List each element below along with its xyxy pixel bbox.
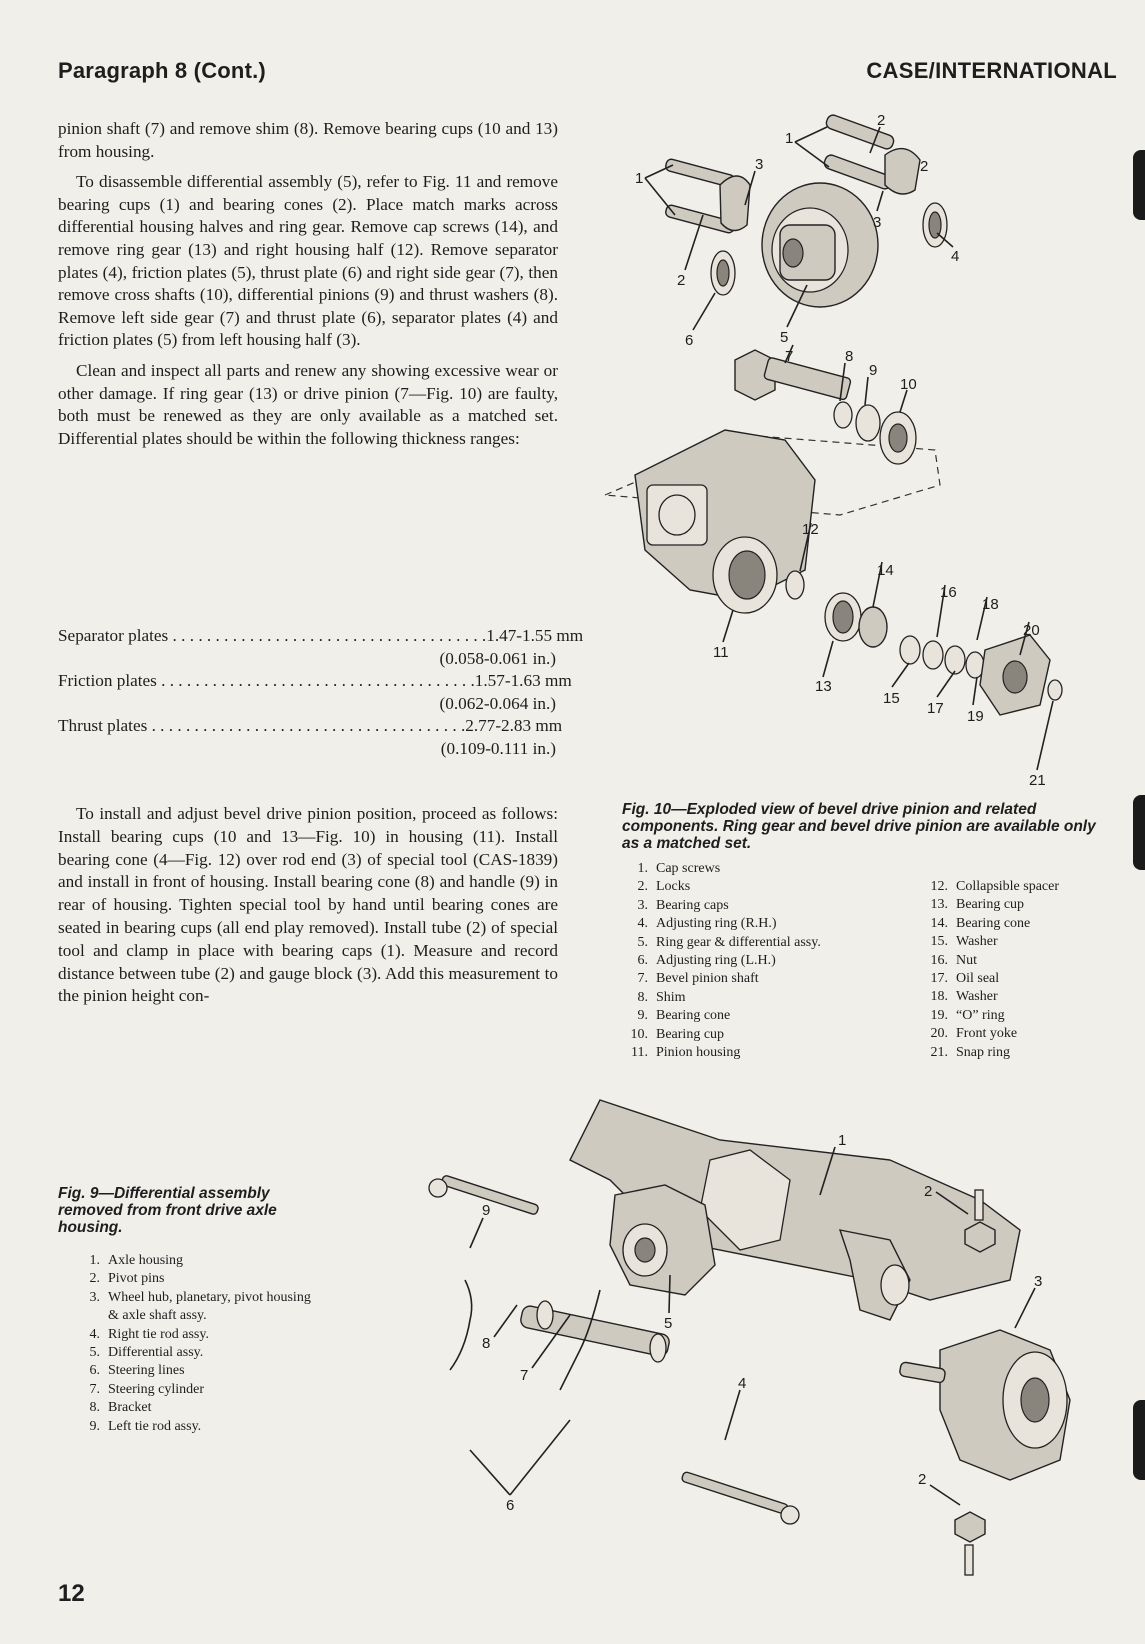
fig10-label: 7 — [785, 348, 794, 365]
legend-item: 7. Steering cylinder — [89, 1381, 205, 1397]
fig10-legend-left — [622, 860, 912, 1062]
differential-icon — [610, 1185, 715, 1295]
fig10-label: 2 — [877, 112, 886, 129]
legend-item: 6. Adjusting ring (L.H.) — [637, 953, 776, 969]
spec-alt-value: (0.058-0.061 in.) — [439, 648, 556, 668]
fig10-label: 13 — [815, 678, 832, 695]
fig10-label: 3 — [755, 156, 764, 173]
fig10-label: 18 — [982, 596, 999, 613]
spec-alt-value: (0.062-0.064 in.) — [439, 693, 556, 713]
fig10-label: 12 — [802, 521, 819, 538]
legend-item: 21. Snap ring — [930, 1044, 1011, 1060]
fig10-label: 2 — [920, 158, 929, 175]
fig9-label: 9 — [482, 1202, 491, 1219]
legend-item: 12. Collapsible spacer — [930, 879, 1060, 894]
fig10-label: 5 — [780, 329, 789, 346]
fig10-label: 1 — [635, 170, 644, 187]
spec-value: 2.77-2.83 mm — [465, 716, 563, 736]
legend-item: 5. Differential assy. — [89, 1345, 204, 1361]
body-text — [58, 118, 558, 458]
bearing-cup-icon — [786, 571, 887, 647]
legend-item: 18. Washer — [930, 989, 998, 1005]
paragraph-2: To disassemble differential assembly (5), refer to Fig. 11 and remove bearing cups (1) and bearing cones (2). Place match marks across differential housing halves and ring gear. Remove cap screws (14), and remove ring gear (13) and right housing half (12). Remove separator plates (4), friction plates (5), thrust plate (6) and right side gear (7), then remove cross shafts (10), differential pinions (9) and thrust washers (8). Remove left side gear (7) and thrust plate (6), separator plates (4) and friction plates (5) from left housing half (3). — [58, 172, 558, 350]
fig9-axle-diagram — [420, 1100, 1120, 1620]
paragraph-1: pinion shaft (7) and remove shim (8). Remove bearing cups (10 and 13) from housing. — [58, 119, 558, 161]
thumb-tab — [1133, 1400, 1145, 1480]
fig9-label: 4 — [738, 1375, 747, 1392]
legend-item: 1. Axle housing — [89, 1253, 184, 1268]
brand-header: CASE/INTERNATIONAL — [866, 58, 1117, 83]
thumb-tab — [1133, 795, 1145, 870]
cap-screw-icon — [665, 158, 750, 234]
legend-item: 9. Left tie rod assy. — [89, 1418, 202, 1434]
paragraph-3: Clean and inspect all parts and renew any showing excessive wear or other damage. If ring gear (13) or drive pinion (7—Fig. 10) are faulty, both must be renewed as they are only available as a matched set. Differential plates should be within the following thickness ranges: — [58, 360, 558, 448]
fig10-exploded-diagram — [615, 105, 1115, 795]
fig9-label: 2 — [924, 1183, 933, 1200]
fig10-label: 19 — [967, 708, 984, 725]
wheel-hub-icon — [899, 1330, 1070, 1480]
legend-item: 19. “O” ring — [930, 1007, 1005, 1023]
fig10-label: 8 — [845, 348, 854, 365]
fig9-caption: Fig. 9—Differential assembly removed from front drive axle housing. — [58, 1185, 277, 1236]
fig10-label: 20 — [1023, 622, 1040, 639]
legend-item: 16. Nut — [930, 952, 977, 968]
spec-table — [58, 625, 584, 761]
spec-label: Separator plates — [58, 626, 169, 645]
legend-item: 10. Bearing cup — [630, 1026, 725, 1042]
fig10-label: 1 — [785, 130, 794, 147]
legend-item: 13. Bearing cup — [930, 897, 1025, 913]
fig9-label: 7 — [520, 1367, 529, 1384]
legend-item: 3. Wheel hub, planetary, pivot housing & axle shaft assy. — [89, 1289, 311, 1324]
fig9-label: 1 — [838, 1132, 847, 1149]
ring-gear-icon — [762, 183, 878, 307]
fig10-label: 3 — [873, 214, 882, 231]
fig9-label: 3 — [1034, 1273, 1043, 1290]
legend-item: 20. Front yoke — [930, 1026, 1018, 1042]
fig10-label: 2 — [677, 272, 686, 289]
fig9-label: 8 — [482, 1335, 491, 1352]
fig10-label: 4 — [951, 248, 960, 265]
fig10-label: 21 — [1029, 772, 1046, 789]
fig9-label: 6 — [506, 1497, 515, 1514]
legend-item: 9. Bearing cone — [637, 1008, 731, 1024]
legend-item: 14. Bearing cone — [930, 915, 1031, 931]
thumb-tab — [1133, 150, 1145, 220]
legend-item: 17. Oil seal — [930, 971, 1000, 987]
legend-item: 2. Pivot pins — [89, 1271, 165, 1287]
spec-label: Friction plates — [58, 671, 157, 691]
fig10-caption: Fig. 10—Exploded view of bevel drive pinion and related components. Ring gear and bevel drive pinion are available only as a matched set. — [622, 801, 1096, 852]
page-number: 12 — [58, 1580, 85, 1607]
fig10-label: 11 — [713, 644, 729, 661]
spec-value: 1.57-1.63 mm — [474, 671, 572, 691]
legend-item: 4. Right tie rod assy. — [89, 1326, 209, 1342]
install-paragraph: To install and adjust bevel drive pinion position, proceed as follows: Install bearing cups (10 and 13—Fig. 10) in housing (11). Install bearing cone (4—Fig. 12) over rod end (3) of special tool (CAS-1839) and install in front of housing. Install bearing cone (8) and handle (9) in rear of housing. Tighten special tool by hand until bearing cones are seated in bearing cups (all end play removed). Install tube (2) of special tool and clamp in place with bearing caps (1). Measure and record distance between tube (2) and gauge block (3). Add this measurement to the pinion height con- — [58, 804, 558, 1006]
fig10-label: 17 — [927, 700, 944, 717]
spec-row: Thrust plates . . . . . . . . . . . . . . . . . . . . . . . . . . . . . . . . . . . . . 2.77-2.83 mm — [58, 715, 558, 738]
spec-alt-value: (0.109-0.111 in.) — [440, 738, 556, 758]
section-header: Paragraph 8 (Cont.) — [58, 58, 266, 83]
fig9-label: 5 — [664, 1315, 673, 1332]
legend-item: 15. Washer — [930, 934, 998, 950]
spec-row: Separator plates . . . . . . . . . . . . . . . . . . . . . . . . . . . . . . . . . . . . . 1.47-1.55 mm — [58, 625, 558, 648]
spec-value: 1.47-1.55 mm — [486, 626, 584, 645]
fig9-label: 2 — [918, 1471, 927, 1488]
fig10-label: 9 — [869, 362, 878, 379]
bearing-cap-icon — [823, 113, 920, 194]
legend-item: 6. Steering lines — [89, 1363, 185, 1379]
legend-item: 1. Cap screws — [637, 861, 721, 876]
fig10-label: 16 — [940, 584, 957, 601]
fig10-label: 15 — [883, 690, 900, 707]
fig10-label: 6 — [685, 332, 694, 349]
fig10-label: 10 — [900, 376, 917, 393]
legend-item: 7. Bevel pinion shaft — [637, 971, 759, 987]
spec-row: Friction plates . . . . . . . . . . . . . . . . . . . . . . . . . . . . . . . . . . . . . 1.57-1.63 mm — [58, 670, 558, 693]
legend-item: 8. Bracket — [89, 1400, 152, 1416]
fig10-label: 14 — [877, 562, 894, 579]
fig10-legend-right — [922, 878, 1122, 1062]
legend-item: 3. Bearing caps — [637, 897, 729, 913]
front-yoke-icon — [900, 635, 1062, 715]
spec-label: Thrust plates — [58, 716, 148, 736]
legend-item: 8. Shim — [637, 989, 686, 1005]
legend-item: 11. Pinion housing — [631, 1045, 741, 1061]
legend-item: 4. Adjusting ring (R.H.) — [637, 916, 777, 932]
legend-item: 2. Locks — [637, 879, 691, 895]
legend-item: 5. Ring gear & differential assy. — [637, 934, 821, 950]
fig9-legend — [74, 1252, 324, 1436]
